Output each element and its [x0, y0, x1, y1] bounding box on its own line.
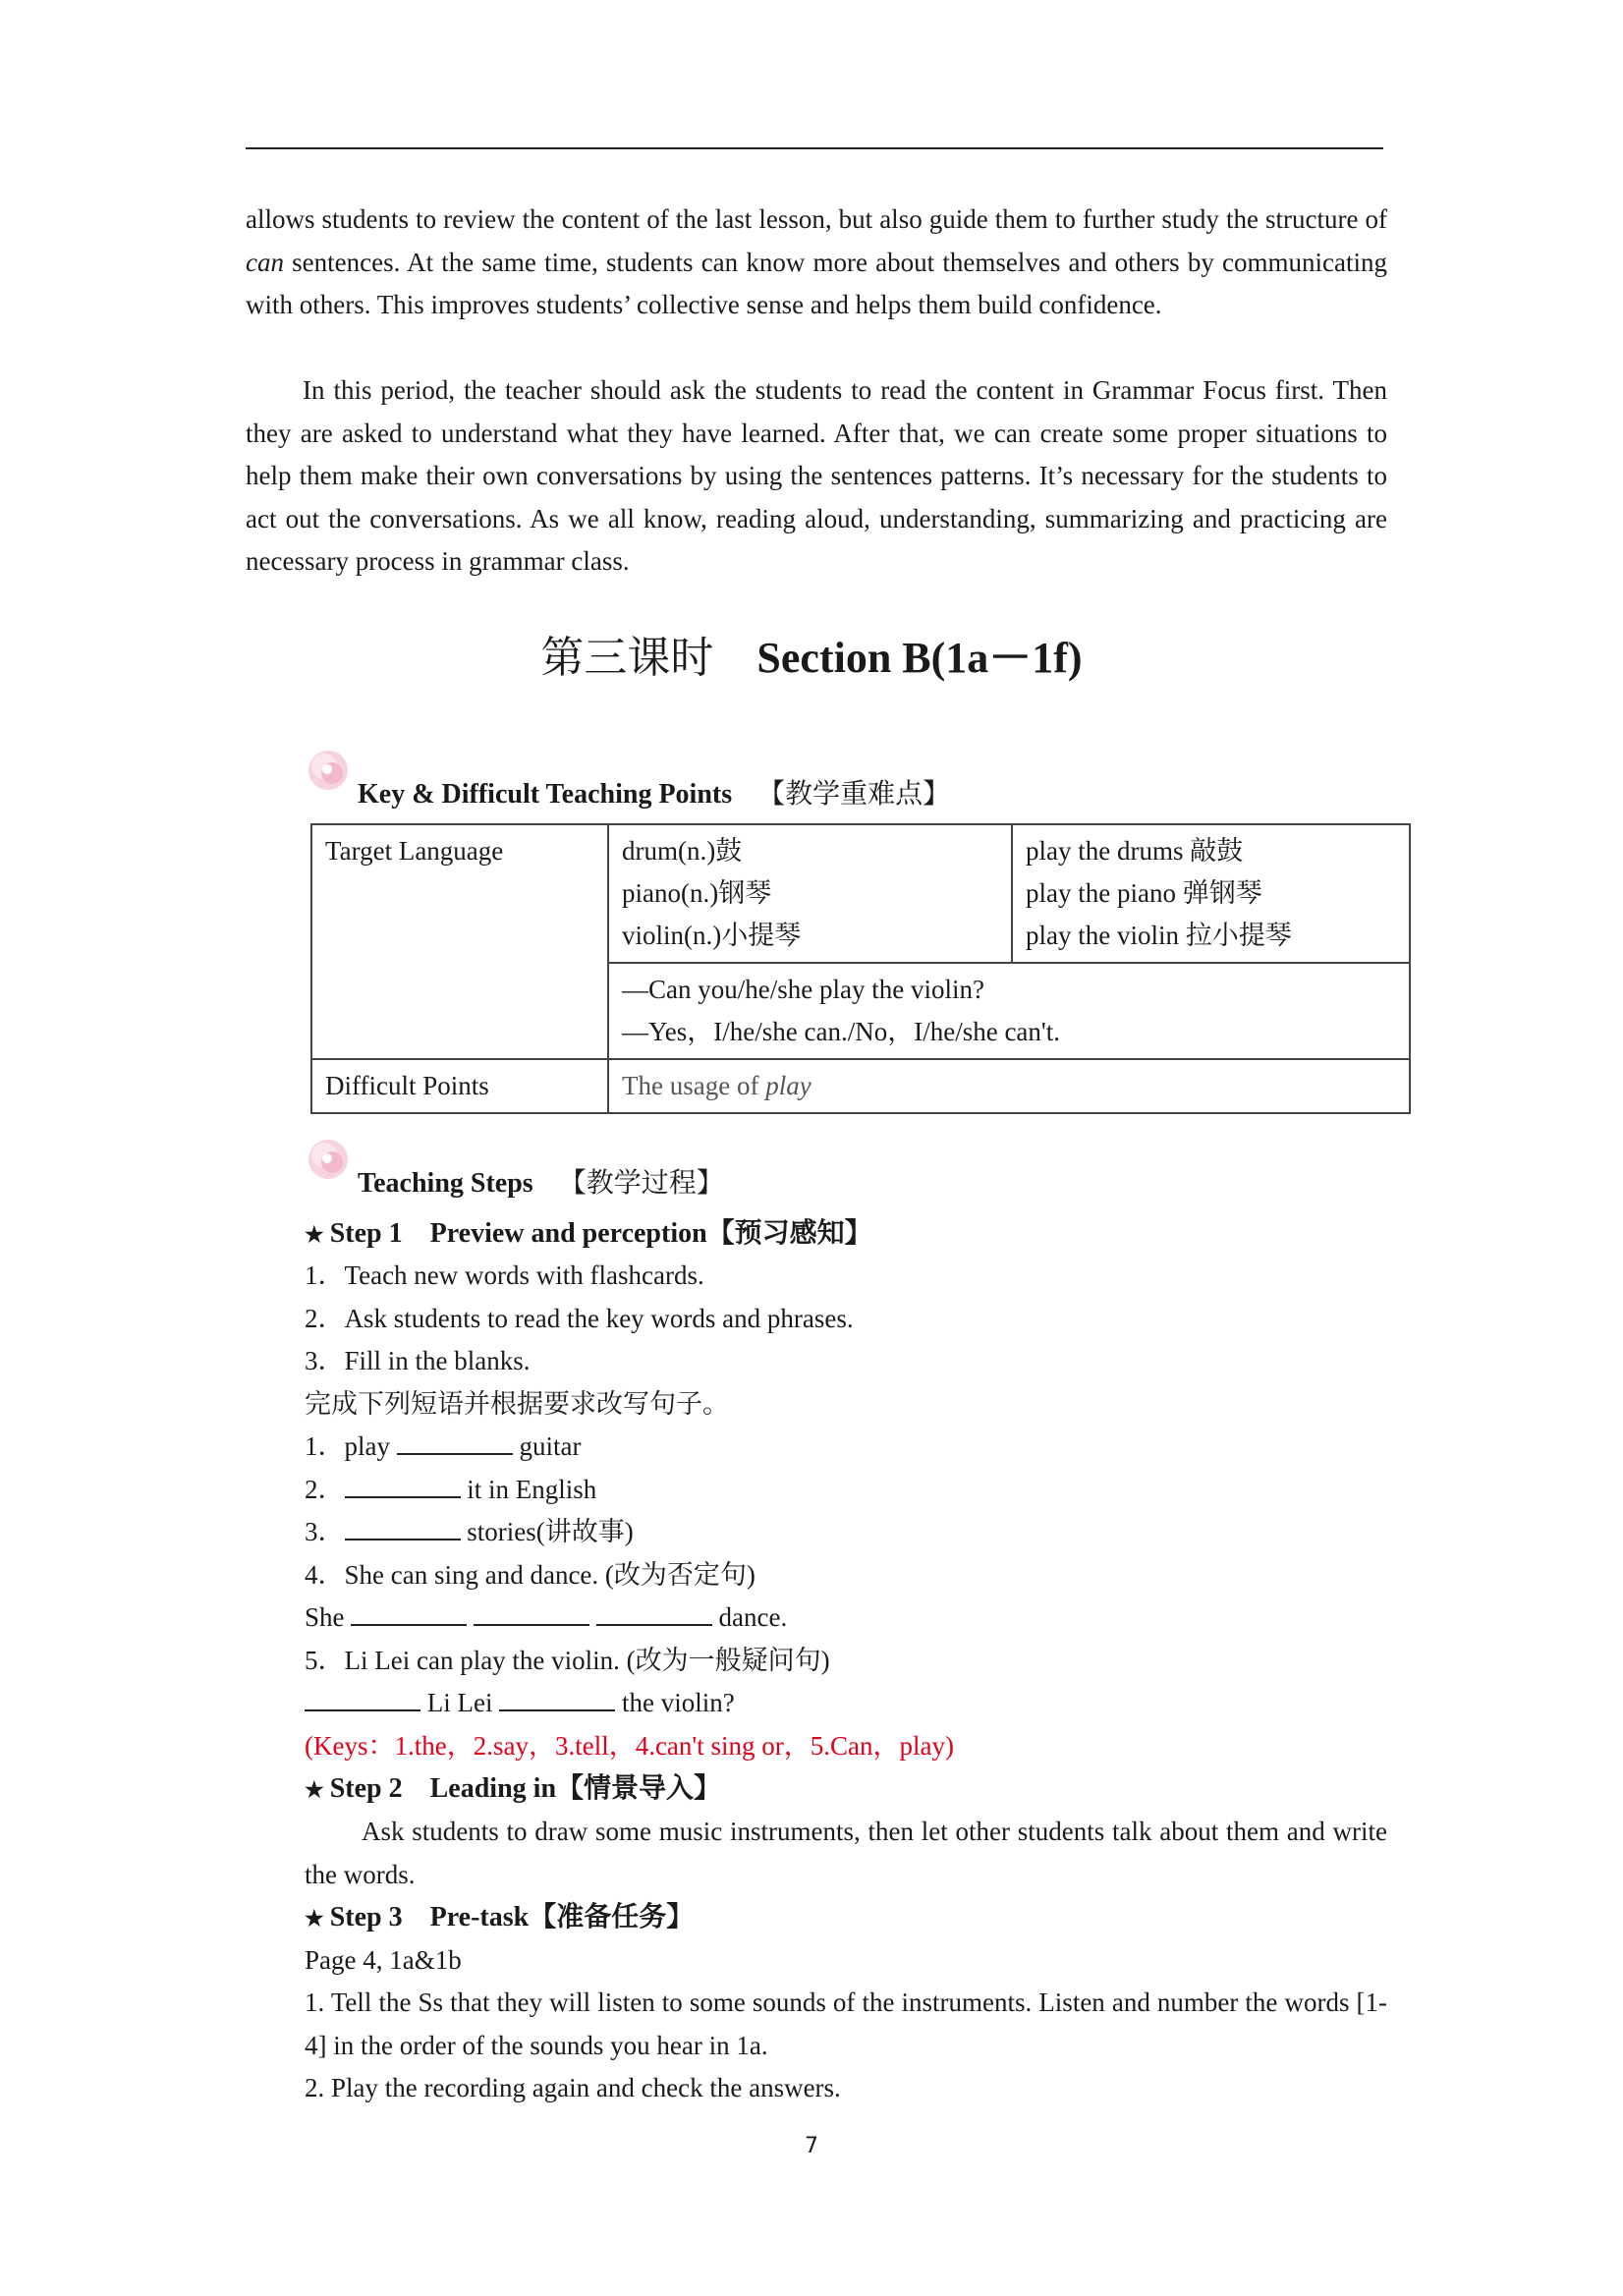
exercise-4-answer: She dance. [305, 1602, 788, 1632]
flower-icon [305, 1136, 352, 1183]
exercise-2: 2． it in English [305, 1475, 597, 1504]
step-2-text: Ask students to draw some music instruments, then let other students talk about them and write the words. [305, 1817, 1387, 1889]
page-reference: Page 4, 1a&1b [305, 1945, 462, 1975]
answer-blank [474, 1600, 589, 1626]
exercise-4: 4．She can sing and dance. (改为否定句) [305, 1560, 756, 1590]
step-1-item-2: 2．Ask students to read the key words and phrases. [305, 1304, 854, 1333]
step-3-heading: ★ Step 3 Pre-task【准备任务】 [305, 1902, 695, 1932]
difficult-points-label: Difficult Points [311, 1059, 608, 1113]
answer-blank [596, 1600, 712, 1626]
star-icon: ★ [305, 1777, 324, 1802]
exercise-1: 1．play guitar [305, 1431, 582, 1461]
exercise-instruction: 完成下列短语并根据要求改写句子。 [305, 1389, 729, 1419]
document-page: allows students to review the content of the last lesson, but also guide them to further study the structure of can sentences. At the same time, students can know more about themselves and others by communicating with others. This improves students’ collective sense and helps them build confidence. In this period, the teacher should ask the students to read the content in Grammar Focus first. Then they are asked to understand what they have learned. After that, we can create some proper situations to help them make their own conversations by using the sentences patterns. It’s necessary for the students to act out the conversations. As we all know, reading aloud, understanding, summarizing and practicing are necessary process in grammar class. 第三课时 Section B(1a－1f) Key & Difficult Teaching Points 【教学重难点】 Target Language drum(n.)鼓 piano(n.)钢琴 violin(n.)小提琴 play the drums 敲鼓 play the piano 弹钢琴 play the violin 拉小提琴 —Can you/he/she play the violin? —Yes，I/he/she can./No，I/he/she can't. Difficult Points The usage of play Teaching Steps 【教学过程】 ★ Step 1 Preview and perception【预习感知】 1．Teach new words with flashcards. 2．Ask students to read the key words and phrases. 3．Fill in the blanks. 完成下列短语并根据要求改写句子。 1．play guitar 2． it in English 3． stories(讲故事) 4．She can sing and dance. (改为否定句) She dance. 5．Li Lei can play the violin. (改为一般疑问句) Li Lei the violin? (Keys：1.the，2.say，3.tell，4.can't sing or，5.Can，play) ★ Step 2 Leading in【情景导入】 Ask students to draw some music instruments, then let other students talk about them and write the words. ★ Step 3 Pre-task【准备任务】 Page 4, 1a&1b 1. Tell the Ss that they will listen to some sounds of the instruments. Listen and number the words [1-4] in the order of the sounds you hear in 1a. 2. Play the recording again and check the answers. 7 [0, 0, 1623, 2296]
step-3-item-1: 1. Tell the Ss that they will listen to some sounds of the instruments. Listen and number the words [1-4] in the order of the sounds you hear in 1a. [305, 1988, 1387, 2060]
answer-keys: (Keys：1.the，2.say，3.tell，4.can't sing or，5.Can，play) [305, 1731, 954, 1761]
step-3-item-2: 2. Play the recording again and check the answers. [305, 2073, 841, 2102]
page-number: 7 [805, 2134, 818, 2158]
vocabulary-cell: drum(n.)鼓 piano(n.)钢琴 violin(n.)小提琴 [608, 824, 1012, 963]
answer-blank [397, 1429, 513, 1455]
star-icon: ★ [305, 1906, 324, 1931]
step-1-item-1: 1．Teach new words with flashcards. [305, 1260, 704, 1290]
answer-blank [345, 1515, 461, 1540]
lesson-title: 第三课时 Section B(1a－1f) [540, 634, 1083, 682]
step-2-heading: ★ Step 2 Leading in【情景导入】 [305, 1773, 722, 1804]
step-1-item-3: 3．Fill in the blanks. [305, 1346, 531, 1375]
step-1-heading: ★ Step 1 Preview and perception【预习感知】 [305, 1218, 872, 1249]
intro-paragraph-1: allows students to review the content of the last lesson, but also guide them to further study the structure of can sentences. At the same time, students can know more about themselves and others by communicating with others. This improves students’ collective sense and helps them build confidence. [246, 204, 1387, 319]
key-points-table [310, 823, 1411, 1114]
answer-blank [345, 1473, 461, 1498]
flower-icon [305, 747, 352, 794]
answer-blank [351, 1600, 467, 1626]
header-rule [246, 147, 1383, 149]
exercise-3: 3． stories(讲故事) [305, 1517, 634, 1546]
exercise-5-answer: Li Lei the violin? [305, 1682, 735, 1724]
dialog-cell: —Can you/he/she play the violin? —Yes，I/he/she can./No，I/he/she can't. [608, 963, 1410, 1059]
answer-blank [305, 1686, 420, 1711]
target-language-label: Target Language [311, 824, 608, 1059]
intro-paragraph-2: In this period, the teacher should ask the students to read the content in Grammar Focus first. Then they are asked to understand what they have learned. After that, we can create some proper situations to help them make their own conversations by using the sentences patterns. It’s necessary for the students to act out the conversations. As we all know, reading aloud, understanding, summarizing and practicing are necessary process in grammar class. [246, 375, 1387, 576]
phrases-cell: play the drums 敲鼓 play the piano 弹钢琴 play the violin 拉小提琴 [1012, 824, 1410, 963]
difficult-points-text: The usage of play [608, 1059, 1410, 1113]
answer-blank [499, 1686, 615, 1711]
star-icon: ★ [305, 1222, 324, 1247]
exercise-5: 5．Li Lei can play the violin. (改为一般疑问句) [305, 1646, 830, 1675]
